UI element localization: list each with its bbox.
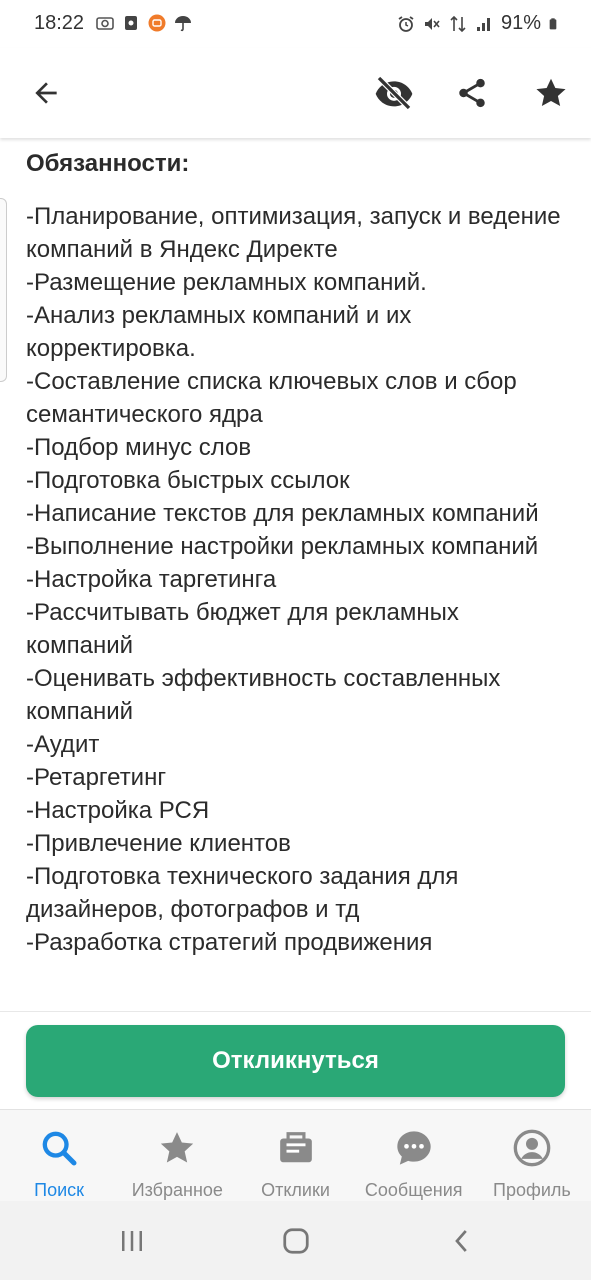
favorite-button[interactable] xyxy=(531,73,571,113)
alarm-icon xyxy=(397,15,415,33)
hide-vacancy-button[interactable] xyxy=(374,73,414,113)
vacancy-content[interactable] xyxy=(0,138,591,1011)
umbrella-icon xyxy=(174,14,192,32)
battery-level: 91% xyxy=(500,12,541,34)
search-icon xyxy=(39,1128,79,1168)
star-icon xyxy=(533,75,569,111)
arrow-back-icon xyxy=(30,77,62,109)
duties-list: -Планирование, оптимизация, запуск и ведение компаний в Яндекс Директе -Размещение рекламных компаний. -Анализ рекламных компаний и их корректировка. -Составление списка ключевых слов и сбор семантического ядра -Подбор минус слов -Подготовка быстрых ссылок -Написание текстов для рекламных компаний -Выполнение настройки рекламных компаний -Настройка таргетинга -Рассчитывать бюджет для рекламных компаний -Оценивать эффективность составленных компаний -Аудит -Ретаргетинг -Настройка РСЯ -Привлечение клиентов -Подготовка технического задания для дизайнеров, фотографов и тд -Разработка стратегий продвижения xyxy=(26,203,561,956)
nav-item-profile[interactable] xyxy=(473,1110,591,1202)
profile-icon xyxy=(512,1128,552,1168)
nav-label: Профиль xyxy=(493,1180,571,1200)
nav-item-search[interactable] xyxy=(0,1110,118,1202)
nav-label: Поиск xyxy=(34,1180,85,1200)
recent-apps-button[interactable] xyxy=(114,1223,150,1259)
top-app-bar xyxy=(0,48,591,138)
notification-icons xyxy=(96,14,192,32)
scroll-indicator xyxy=(0,198,7,382)
camera-icon xyxy=(96,14,114,32)
bottom-navigation xyxy=(0,1109,591,1202)
nav-label: Отклики xyxy=(261,1180,330,1200)
system-back-button[interactable] xyxy=(444,1223,480,1259)
nav-label: Сообщения xyxy=(364,1180,463,1200)
respond-button[interactable]: Откликнуться xyxy=(26,1025,565,1097)
nav-item-favorites[interactable] xyxy=(118,1110,236,1202)
share-button[interactable] xyxy=(452,73,492,113)
system-status-icons xyxy=(397,12,561,35)
respond-area xyxy=(0,1011,591,1110)
chevron-left-icon xyxy=(447,1226,477,1256)
chat-icon xyxy=(394,1128,434,1168)
app-notification-icon xyxy=(148,14,166,32)
device-icon xyxy=(122,14,140,32)
star-icon xyxy=(157,1127,197,1169)
status-bar xyxy=(0,0,591,48)
share-icon xyxy=(455,76,489,110)
data-icon xyxy=(449,15,467,33)
home-icon xyxy=(281,1226,311,1256)
battery-icon xyxy=(549,15,561,33)
nav-item-messages[interactable] xyxy=(355,1110,473,1202)
back-button[interactable] xyxy=(26,73,66,113)
section-heading: Обязанности: xyxy=(26,150,190,177)
nav-label: Избранное xyxy=(131,1180,223,1200)
system-navigation-bar xyxy=(0,1201,591,1280)
recent-apps-icon xyxy=(117,1226,147,1256)
status-time: 18:22 xyxy=(34,12,85,34)
responses-icon xyxy=(277,1129,315,1167)
signal-icon xyxy=(475,15,493,33)
nav-item-responses[interactable] xyxy=(236,1110,354,1202)
home-button[interactable] xyxy=(278,1223,314,1259)
mute-icon xyxy=(423,15,441,33)
eye-off-icon xyxy=(374,73,414,113)
